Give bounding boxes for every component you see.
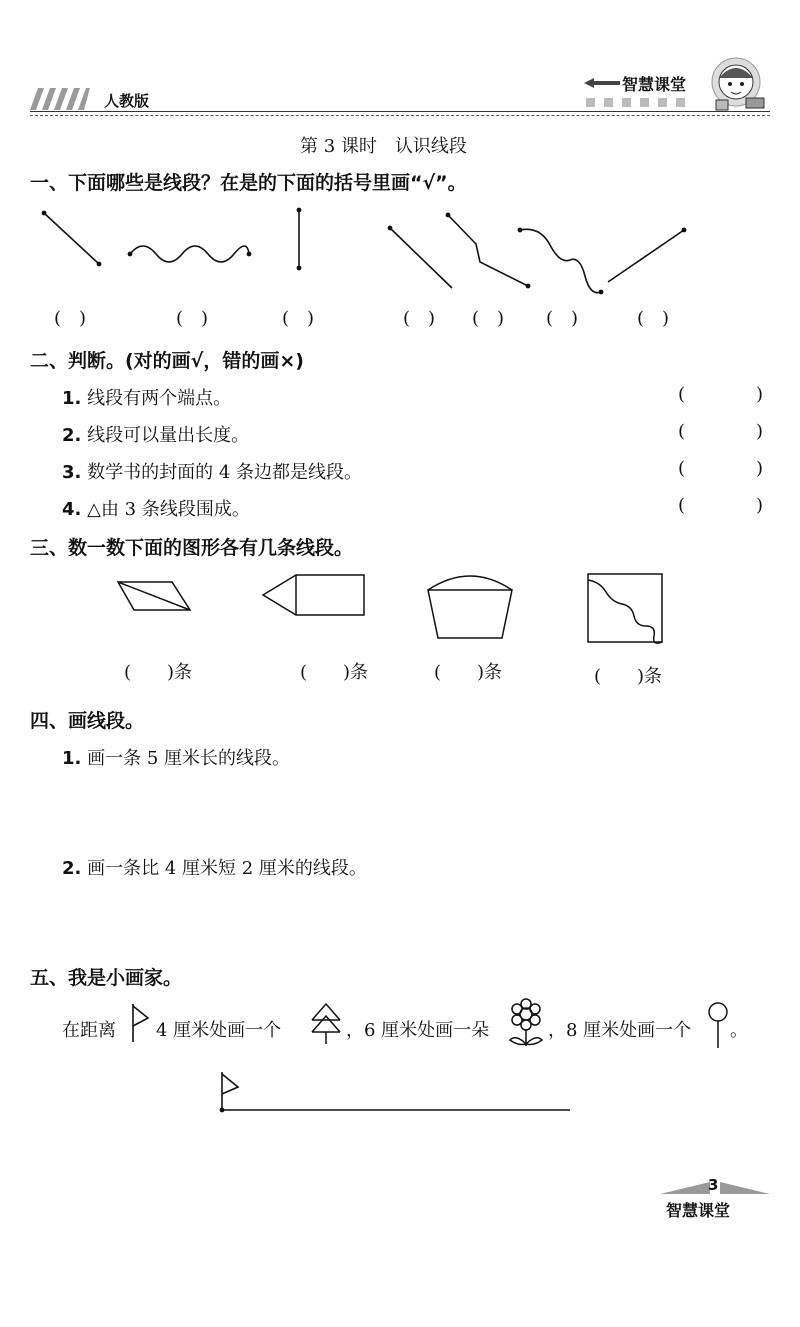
- judge-item-3: [62, 458, 362, 484]
- answer-blank[interactable]: ( ): [403, 308, 436, 329]
- drawing-baseline[interactable]: [210, 1068, 580, 1118]
- judge-answer-open[interactable]: (: [678, 495, 686, 516]
- judge-item-4: [62, 495, 250, 521]
- painter-text-3: ，6 厘米处画一朵: [346, 1020, 490, 1041]
- header-divider: [30, 111, 770, 112]
- judge-item-1: [62, 384, 231, 410]
- arrow-decoration-icon: [584, 76, 620, 90]
- painter-text-2: 4 厘米处画一个: [156, 1020, 282, 1041]
- figure-g-ray: [608, 230, 684, 282]
- section5-title: 五、我是小画家。: [30, 967, 183, 989]
- count-answer[interactable]: ( )条: [300, 662, 369, 683]
- judge-answer-close[interactable]: ): [756, 495, 764, 516]
- tree-icon: [308, 1000, 344, 1046]
- edition-label: 人教版: [104, 92, 150, 110]
- item-text: 线段有两个端点。: [87, 388, 232, 409]
- judge-answer-open[interactable]: (: [678, 421, 686, 442]
- section4-title: 四、画线段。: [30, 710, 145, 732]
- flower-icon: [506, 998, 546, 1048]
- basket-shape: [428, 576, 512, 590]
- item-text: 画一条比 4 厘米短 2 厘米的线段。: [87, 858, 367, 879]
- figure-b-wavy: [130, 246, 249, 262]
- count-answer[interactable]: ( )条: [594, 666, 663, 687]
- judge-answer-open[interactable]: (: [678, 384, 686, 405]
- painter-text-1: 在距离: [62, 1020, 116, 1041]
- item-text: △由 3 条线段围成。: [87, 499, 250, 520]
- page-number: 3: [708, 1176, 719, 1194]
- answer-blank[interactable]: ( ): [637, 308, 670, 329]
- item-text: 线段可以量出长度。: [87, 425, 250, 446]
- count-answer[interactable]: ( )条: [434, 662, 503, 683]
- figure-f-curve: [520, 229, 601, 292]
- lesson-title: 第 3 课时 认识线段: [300, 136, 467, 157]
- draw-item-1: [62, 744, 290, 770]
- judge-item-2: [62, 421, 249, 447]
- judge-answer-close[interactable]: ): [756, 458, 764, 479]
- draw-area-1[interactable]: [62, 774, 762, 844]
- item-number: 2.: [62, 425, 82, 446]
- draw-item-2: [62, 854, 367, 880]
- item-text: 画一条 5 厘米长的线段。: [87, 748, 291, 769]
- figure-a-segment: [44, 213, 99, 264]
- section1-figures: [0, 200, 800, 300]
- brand-label: 智慧课堂: [622, 75, 687, 94]
- figure-e-polyline: [448, 215, 528, 286]
- header-divider-dashed: [30, 115, 770, 116]
- figure-d-diagonal: [390, 228, 452, 288]
- draw-area-2[interactable]: [62, 884, 762, 954]
- footer-brand: 智慧课堂: [666, 1201, 731, 1220]
- section3-title: 三、数一数下面的图形各有几条线段。: [30, 537, 354, 559]
- judge-answer-open[interactable]: (: [678, 458, 686, 479]
- item-text: 数学书的封面的 4 条边都是线段。: [87, 462, 363, 483]
- page-header: [0, 70, 800, 120]
- girl-mascot-icon: [706, 56, 766, 116]
- stripes-decoration-icon: [30, 88, 90, 110]
- balloon-icon: [706, 1000, 730, 1050]
- item-number: 2.: [62, 858, 82, 879]
- item-number: 4.: [62, 499, 82, 520]
- painter-text-5: 。: [730, 1020, 748, 1041]
- checker-decoration-icon: [586, 98, 706, 108]
- answer-blank[interactable]: ( ): [472, 308, 505, 329]
- count-answer[interactable]: ( )条: [124, 662, 193, 683]
- answer-blank[interactable]: ( ): [176, 308, 209, 329]
- judge-answer-close[interactable]: ): [756, 421, 764, 442]
- item-number: 1.: [62, 748, 82, 769]
- section2-title: 二、判断。(对的画√，错的画×): [30, 350, 304, 372]
- item-number: 3.: [62, 462, 82, 483]
- section1-title: 一、下面哪些是线段？在是的下面的括号里画“√”。: [30, 172, 467, 194]
- house-arrow-shape: [263, 575, 364, 615]
- section3-figures: [0, 568, 800, 648]
- judge-answer-close[interactable]: ): [756, 384, 764, 405]
- answer-blank[interactable]: ( ): [54, 308, 87, 329]
- flag-icon: [130, 1000, 152, 1044]
- painter-text-4: ，8 厘米处画一个: [548, 1020, 692, 1041]
- item-number: 1.: [62, 388, 82, 409]
- answer-blank[interactable]: ( ): [282, 308, 315, 329]
- answer-blank[interactable]: ( ): [546, 308, 579, 329]
